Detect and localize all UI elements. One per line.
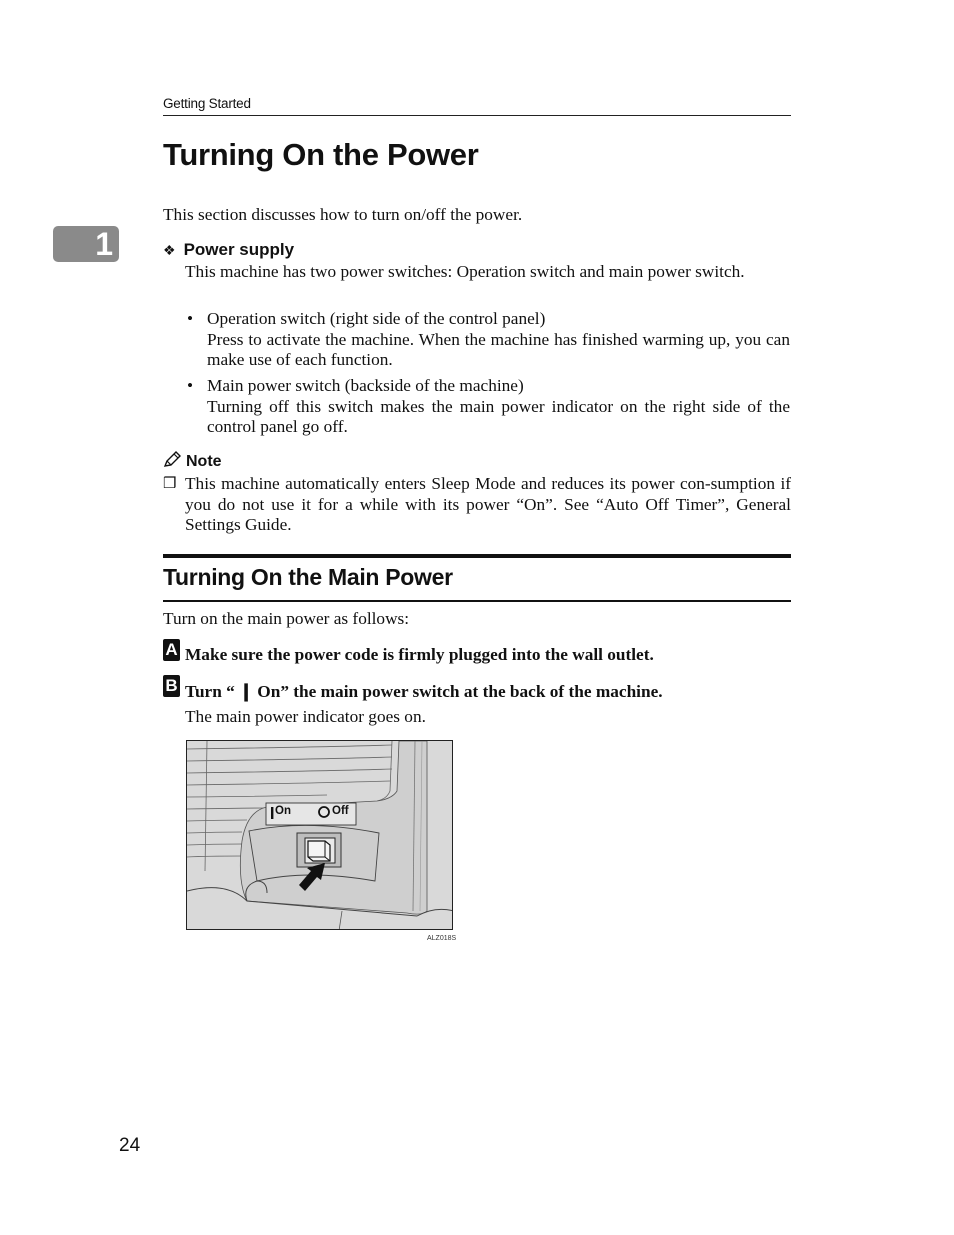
- page-number: 24: [119, 1135, 141, 1156]
- power-item-2: [185, 376, 790, 438]
- machine-back-drawing: [187, 741, 453, 930]
- power-supply-heading: [163, 240, 294, 260]
- power-item-title: Operation switch (right side of the control panel): [207, 309, 546, 328]
- bullet-icon: •: [187, 309, 194, 328]
- power-supply-title: Power supply: [183, 240, 295, 259]
- power-item-detail: Turning off this switch makes the main power indicator on the right side of the control panel go off.: [207, 396, 790, 436]
- step-b-text-after: On” the main power switch at the back of the machine.: [257, 682, 663, 701]
- section-rule-thick: [163, 554, 791, 558]
- note-title: Note: [186, 453, 222, 470]
- step-number-a: A: [163, 639, 180, 661]
- diamond-bullet-icon: ❖: [163, 244, 176, 259]
- note-text: This machine automatically enters Sleep Mode and reduces its power con-sumption if you do not use it for a while with its power “On”. See “Auto Off Timer”, General Settings Guide.: [185, 474, 791, 534]
- step-number-b: B: [163, 675, 180, 697]
- label-off: Off: [332, 805, 349, 817]
- power-item-detail: Press to activate the machine. When the machine has finished warming up, you can make use of each function.: [207, 329, 790, 369]
- power-item-title: Main power switch (backside of the machine): [207, 376, 524, 395]
- chapter-number: 1: [95, 226, 113, 262]
- step-b-text: [185, 681, 663, 702]
- power-supply-description: This machine has two power switches: Operation switch and main power switch.: [185, 262, 745, 281]
- power-on-symbol-icon: ❙: [238, 681, 254, 701]
- section-heading: Turning On the Main Power: [163, 564, 453, 590]
- label-on: On: [275, 805, 291, 817]
- running-header: Getting Started: [163, 96, 251, 111]
- power-switch-illustration: [186, 740, 453, 930]
- note-item: [163, 474, 791, 536]
- step-a-text: Make sure the power code is firmly plugged into the wall outlet.: [185, 645, 654, 664]
- figure-caption: ALZ018S: [427, 935, 457, 942]
- checkbox-icon: ❒: [163, 476, 177, 492]
- pencil-note-icon: [163, 450, 182, 468]
- note-heading: [163, 450, 222, 471]
- step-b-result: The main power indicator goes on.: [185, 707, 426, 726]
- section-rule-thin: [163, 600, 791, 602]
- power-item-1: [185, 309, 790, 371]
- bullet-icon: •: [187, 376, 194, 395]
- step-b-text-before: Turn “: [185, 682, 235, 701]
- main-power-intro: Turn on the main power as follows:: [163, 609, 410, 628]
- intro-text: This section discusses how to turn on/off the power.: [163, 205, 523, 224]
- header-rule: [163, 115, 791, 116]
- page-title: Turning On the Power: [163, 137, 479, 172]
- chapter-tab: [53, 226, 119, 262]
